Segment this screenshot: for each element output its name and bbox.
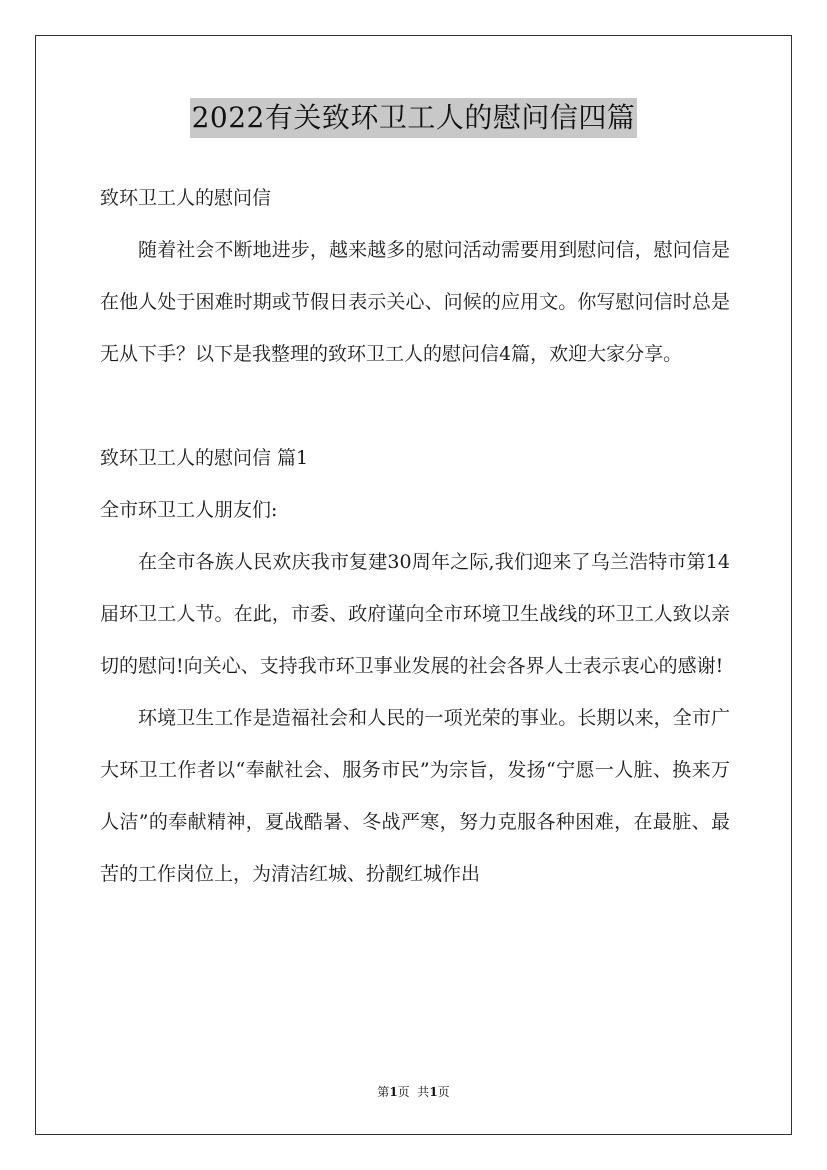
footer-mid: 页 共	[397, 1085, 430, 1099]
page-footer	[0, 1084, 827, 1100]
intro-paragraph: 随着社会不断地进步，越来越多的慰问活动需要用到慰问信，慰问信是在他人处于困难时期或节假日表示关心、问候的应用文。你写慰问信时总是无从下手？以下是我整理的致环卫工人的慰问信4篇，欢迎大家分享。	[100, 239, 730, 365]
footer-page-total: 1	[429, 1085, 438, 1099]
document-body	[100, 172, 730, 900]
salutation: 全市环卫工人朋友们:	[100, 499, 278, 521]
document-title: 2022有关致环卫工人的慰问信四篇	[190, 98, 638, 138]
footer-prefix: 第	[377, 1085, 390, 1099]
footer-suffix: 页	[437, 1085, 450, 1099]
footer-page-current: 1	[389, 1085, 398, 1099]
section-heading: 致环卫工人的慰问信 篇1	[100, 447, 309, 469]
body-paragraph-2: 环境卫生工作是造福社会和人民的一项光荣的事业。长期以来，全市广大环卫工作者以“奉献社会、服务市民”为宗旨，发扬“宁愿一人脏、换来万人洁”的奉献精神，夏战酷暑、冬战严寒，努力克服各种困难，在最脏、最苦的工作岗位上，为清洁红城、扮靓红城作出	[100, 707, 730, 885]
body-paragraph-1: 在全市各族人民欢庆我市复建30周年之际,我们迎来了乌兰浩特市第14届环卫工人节。在此，市委、政府谨向全市环境卫生战线的环卫工人致以亲切的慰问!向关心、支持我市环卫事业发展的社会各界人士表示衷心的感谢!	[100, 551, 730, 677]
title-container	[0, 98, 827, 138]
intro-heading: 致环卫工人的慰问信	[100, 187, 272, 209]
section-spacer	[100, 380, 730, 432]
